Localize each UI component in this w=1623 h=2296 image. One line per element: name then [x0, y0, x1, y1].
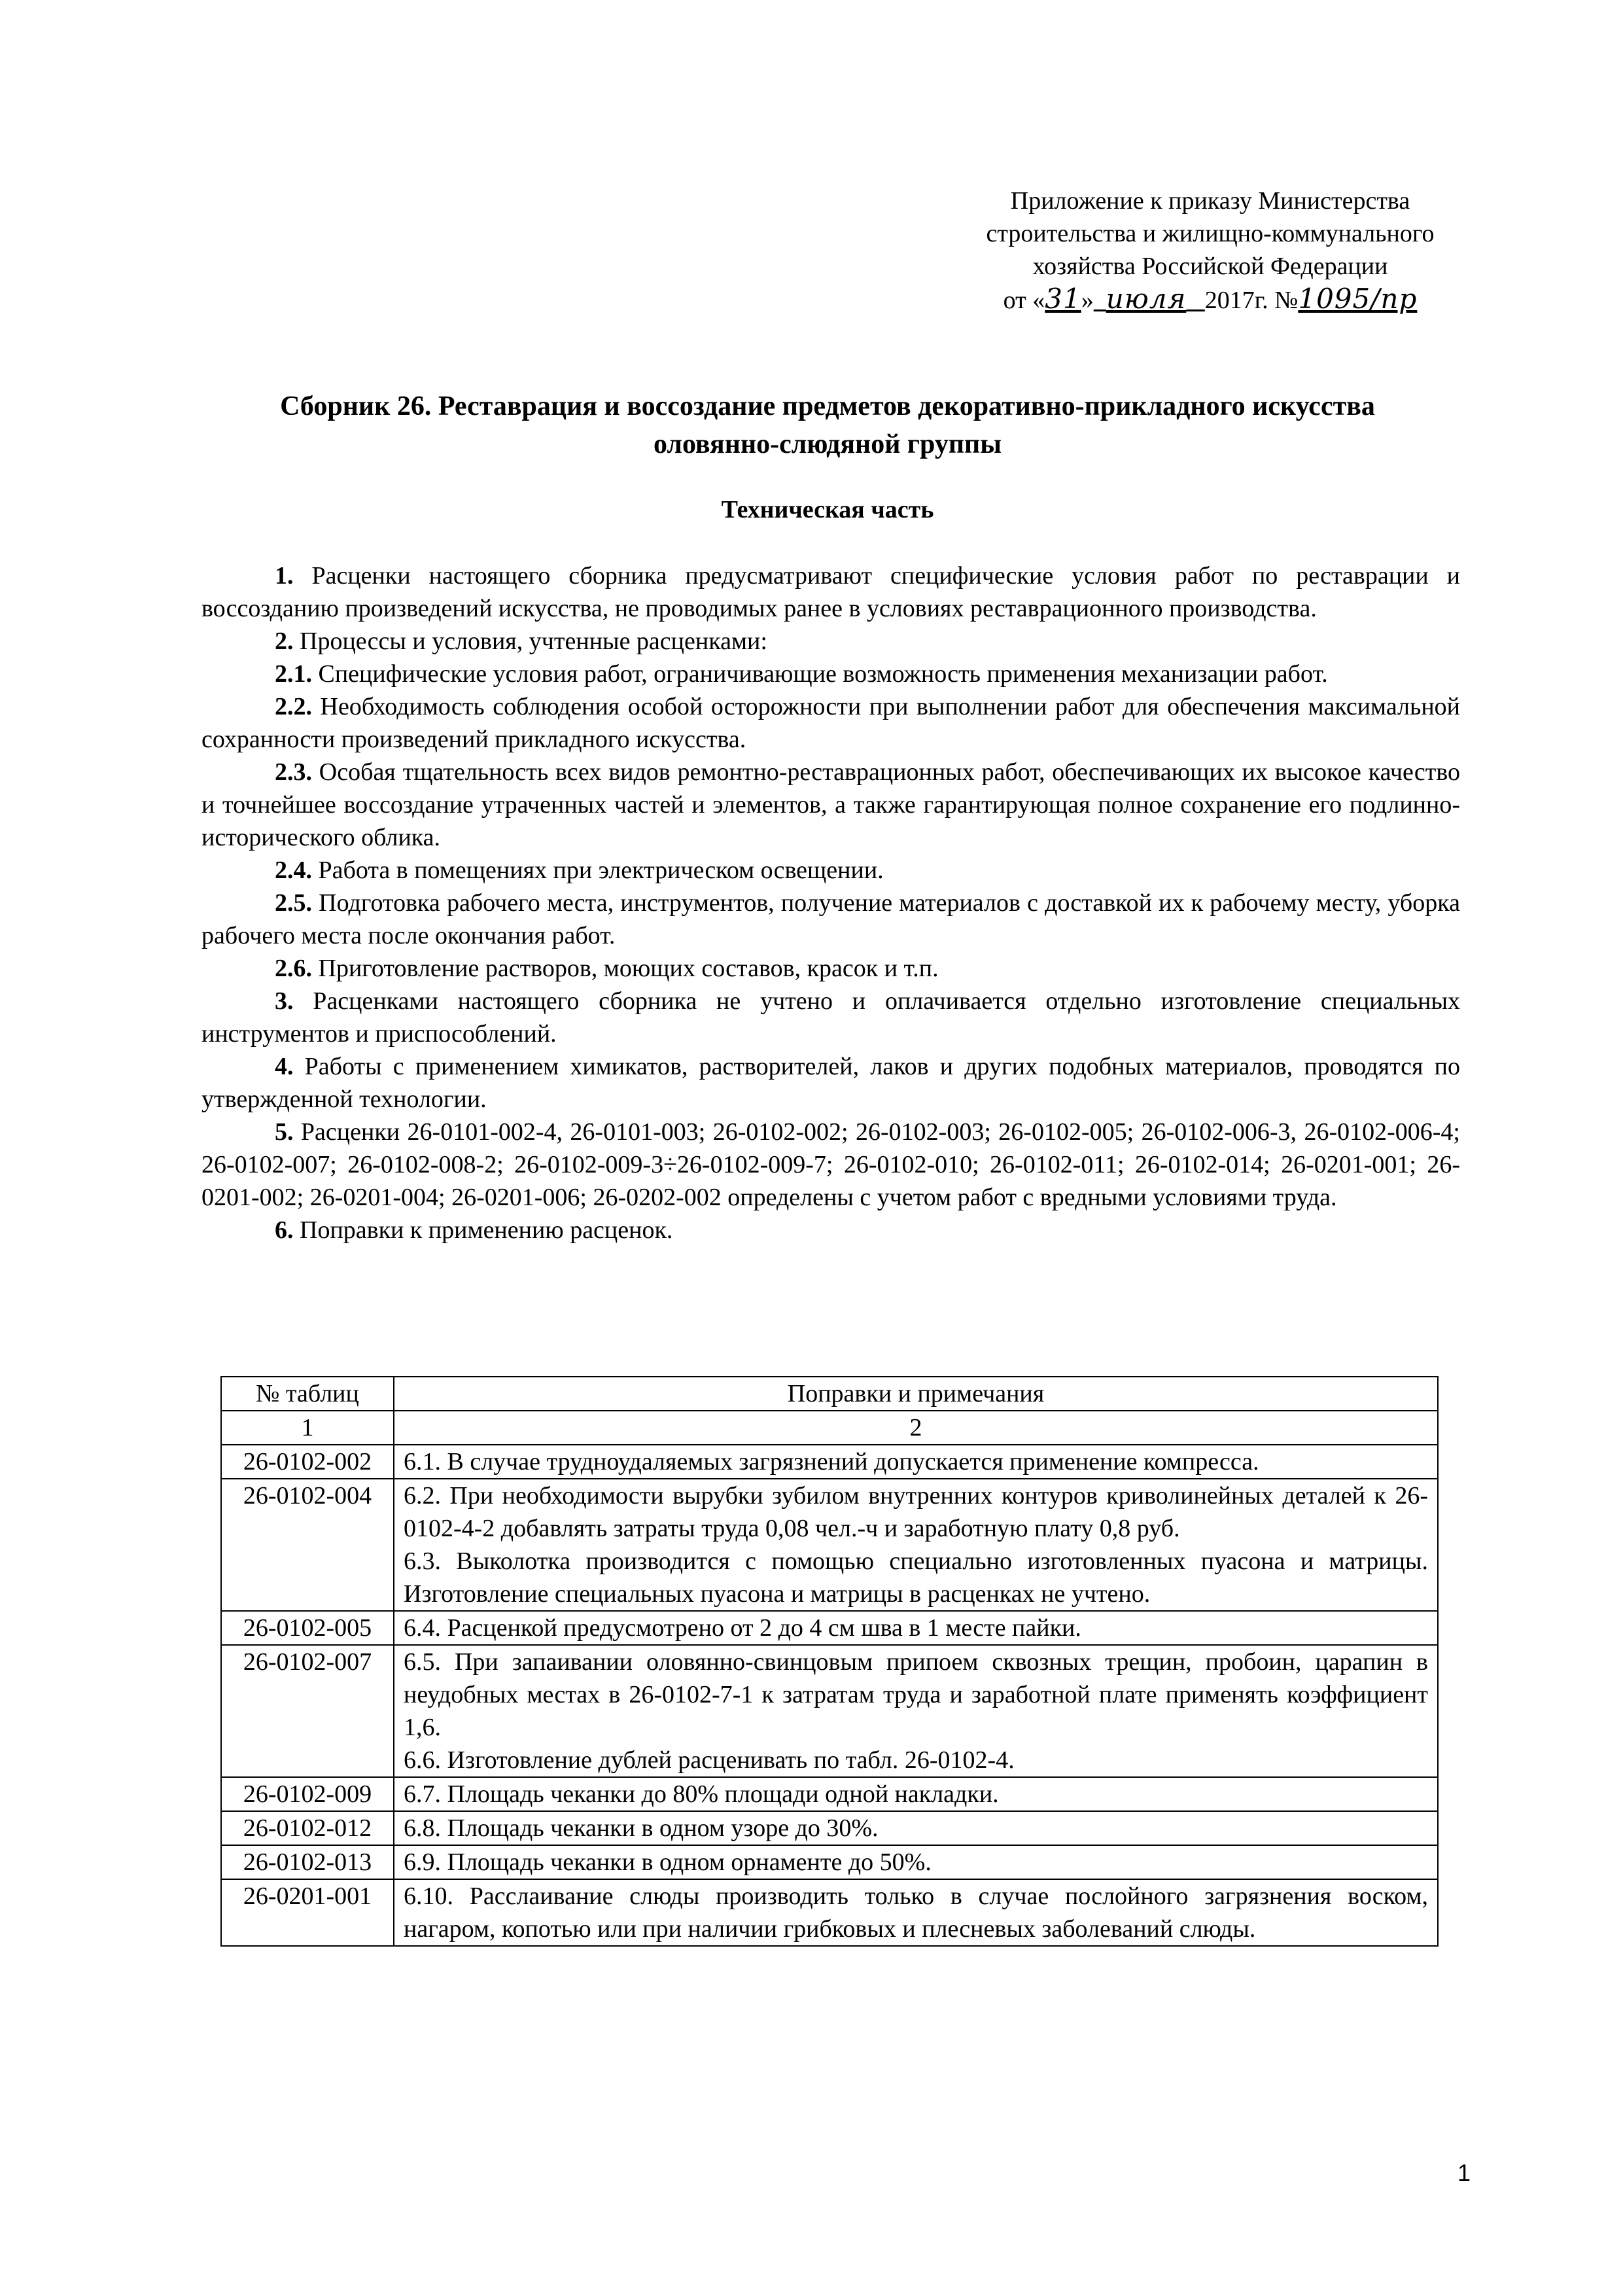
paragraph [201, 690, 1460, 756]
paragraph-number: 2.1. [275, 660, 312, 688]
table-code-cell: 26-0102-009 [221, 1777, 394, 1811]
paragraph [201, 559, 1460, 625]
paragraph-number: 4. [275, 1053, 294, 1080]
table-code-cell: 26-0102-007 [221, 1645, 394, 1777]
paragraph-text: Работы с применением химикатов, растворителей, лаков и других подобных материалов, проводятся по утвержденной технологии. [201, 1053, 1460, 1113]
table-row [221, 1777, 1438, 1811]
date-year: 2017г. № [1204, 287, 1299, 314]
table-colnum-row [221, 1411, 1438, 1445]
table-notes-cell [394, 1479, 1438, 1611]
appendix-line-2: строительства и жилищно-коммунального [986, 220, 1435, 247]
paragraph-number: 2.6. [275, 955, 312, 982]
table-row [221, 1479, 1438, 1611]
table-code-cell: 26-0102-002 [221, 1445, 394, 1479]
order-number-handwritten: 1095/пр [1298, 283, 1418, 315]
paragraph-number: 2.2. [275, 693, 312, 720]
paragraph [201, 756, 1460, 854]
table-notes-cell [394, 1445, 1438, 1479]
paragraph-text: Расценки 26-0101-002-4, 26-0101-003; 26-0102-002; 26-0102-003; 26-0102-005; 26-0102-006-3, 26-0102-006-4; 26-0102-007; 26-0102-008-2; 26-0102-009-3÷26-0102-009-7; 26-0102-010; 26-0102-011; 26-0102-014; 26-0201-001; 26-0201-002; 26-0201-004; 26-0201-006; 26-0202-002 определены с учетом работ с вредными условиями труда. [201, 1118, 1460, 1211]
header-corrections: Поправки и примечания [394, 1377, 1438, 1411]
table-header-row [221, 1377, 1438, 1411]
appendix-header [942, 185, 1478, 317]
table-note: 6.7. Площадь чеканки до 80% площади одной накладки. [404, 1780, 999, 1808]
paragraph-number: 2. [275, 627, 294, 655]
paragraph-text: Приготовление растворов, моющих составов, красок и т.п. [312, 955, 939, 982]
table-code-cell: 26-0102-013 [221, 1845, 394, 1879]
paragraph [201, 985, 1460, 1050]
table-code-cell: 26-0102-004 [221, 1479, 394, 1611]
paragraph [201, 625, 1460, 658]
table-note: 6.5. При запаивании оловянно-свинцовым припоем сквозных трещин, пробоин, царапин в неудобных местах в 26-0102-7-1 к затратам труда и заработной плате применять коэффициент 1,6. [404, 1648, 1428, 1741]
date-prefix: от « [1003, 287, 1045, 314]
table-note: 6.2. При необходимости вырубки зубилом внутренних контуров криволинейных деталей к 26-0102-4-2 добавлять затраты труда 0,08 чел.-ч и заработную плату 0,8 руб. [404, 1482, 1428, 1542]
date-month-handwritten: июля [1106, 283, 1187, 315]
table-note: 6.1. В случае трудноудаляемых загрязнений допускается применение компресса. [404, 1448, 1259, 1475]
paragraph-number: 5. [275, 1118, 294, 1146]
paragraph-text: Необходимость соблюдения особой осторожности при выполнении работ для обеспечения максимальной сохранности произведений прикладного искусства. [201, 693, 1460, 753]
paragraph-number: 2.4. [275, 857, 312, 884]
paragraph [201, 887, 1460, 952]
date-day-handwritten: 31 [1045, 283, 1081, 315]
paragraph [201, 1214, 1460, 1246]
table-notes-cell [394, 1811, 1438, 1845]
colnum-2: 2 [394, 1411, 1438, 1445]
paragraph-number: 6. [275, 1216, 294, 1244]
title-line-2: оловянно-слюдяной группы [653, 429, 1002, 459]
table-note: 6.10. Расслаивание слюды производить только в случае послойного загрязнения воском, нагаром, копотью или при наличии грибковых и плесневых заболеваний слюды. [404, 1882, 1428, 1943]
table-note: 6.8. Площадь чеканки в одном узоре до 30%. [404, 1814, 879, 1842]
paragraph [201, 658, 1460, 690]
table-note: 6.6. Изготовление дублей расценивать по табл. 26-0102-4. [404, 1746, 1015, 1774]
table-row [221, 1845, 1438, 1879]
paragraph [201, 1050, 1460, 1116]
paragraph-text: Процессы и условия, учтенные расценками: [293, 627, 767, 655]
table-code-cell: 26-0201-001 [221, 1879, 394, 1946]
table-notes-cell [394, 1777, 1438, 1811]
paragraph-text: Работа в помещениях при электрическом освещении. [312, 857, 884, 884]
paragraph-number: 2.3. [275, 758, 312, 786]
colnum-1: 1 [221, 1411, 394, 1445]
corrections-table [220, 1376, 1439, 1947]
paragraph-text: Специфические условия работ, ограничивающие возможность применения механизации работ. [312, 660, 1328, 688]
paragraph-text: Расценками настоящего сборника не учтено и оплачивается отдельно изготовление специальных инструментов и приспособлений. [201, 987, 1460, 1048]
table-notes-cell [394, 1845, 1438, 1879]
section-heading: Техническая часть [721, 496, 934, 523]
table-row [221, 1879, 1438, 1946]
paragraph-number: 1. [275, 562, 294, 590]
technical-part-body [201, 559, 1460, 1246]
paragraph-text: Поправки к применению расценок. [293, 1216, 673, 1244]
header-table-number: № таблиц [221, 1377, 394, 1411]
table-row [221, 1645, 1438, 1777]
table-note: 6.9. Площадь чеканки в одном орнаменте до 50%. [404, 1848, 932, 1876]
table-code-cell: 26-0102-005 [221, 1611, 394, 1645]
table-code-cell: 26-0102-012 [221, 1811, 394, 1845]
appendix-line-3: хозяйства Российской Федерации [1032, 253, 1388, 280]
paragraph [201, 1116, 1460, 1214]
table-notes-cell [394, 1611, 1438, 1645]
page-number: 1 [1457, 2159, 1471, 2186]
paragraph-number: 3. [275, 987, 294, 1015]
date-mid: » [1081, 287, 1094, 314]
paragraph-text: Подготовка рабочего места, инструментов, получение материалов с доставкой их к рабочему месту, уборка рабочего места после окончания работ. [201, 889, 1460, 949]
table-row [221, 1611, 1438, 1645]
paragraph-text: Особая тщательность всех видов ремонтно-реставрационных работ, обеспечивающих их высокое качество и точнейшее воссоздание утраченных частей и элементов, а также гарантирующая полное сохранение его подлинно-исторического облика. [201, 758, 1460, 851]
paragraph-number: 2.5. [275, 889, 312, 917]
appendix-line-1: Приложение к приказу Министерства [1010, 187, 1410, 215]
collection-title [196, 387, 1459, 463]
paragraph-text: Расценки настоящего сборника предусматривают специфические условия работ по реставрации и воссозданию произведений искусства, не проводимых ранее в условиях реставрационного производства. [201, 562, 1460, 622]
table-note: 6.3. Выколотка производится с помощью специально изготовленных пуасона и матрицы. Изготовление специальных пуасона и матрицы в расценках не учтено. [404, 1547, 1428, 1608]
table-row [221, 1445, 1438, 1479]
table-row [221, 1811, 1438, 1845]
table-notes-cell [394, 1645, 1438, 1777]
appendix-date-line [942, 283, 1478, 317]
table-note: 6.4. Расценкой предусмотрено от 2 до 4 см шва в 1 месте пайки. [404, 1614, 1081, 1642]
title-line-1: Сборник 26. Реставрация и воссоздание предметов декоративно-прикладного искусства [280, 391, 1375, 421]
paragraph [201, 854, 1460, 887]
paragraph [201, 952, 1460, 985]
table-notes-cell [394, 1879, 1438, 1946]
